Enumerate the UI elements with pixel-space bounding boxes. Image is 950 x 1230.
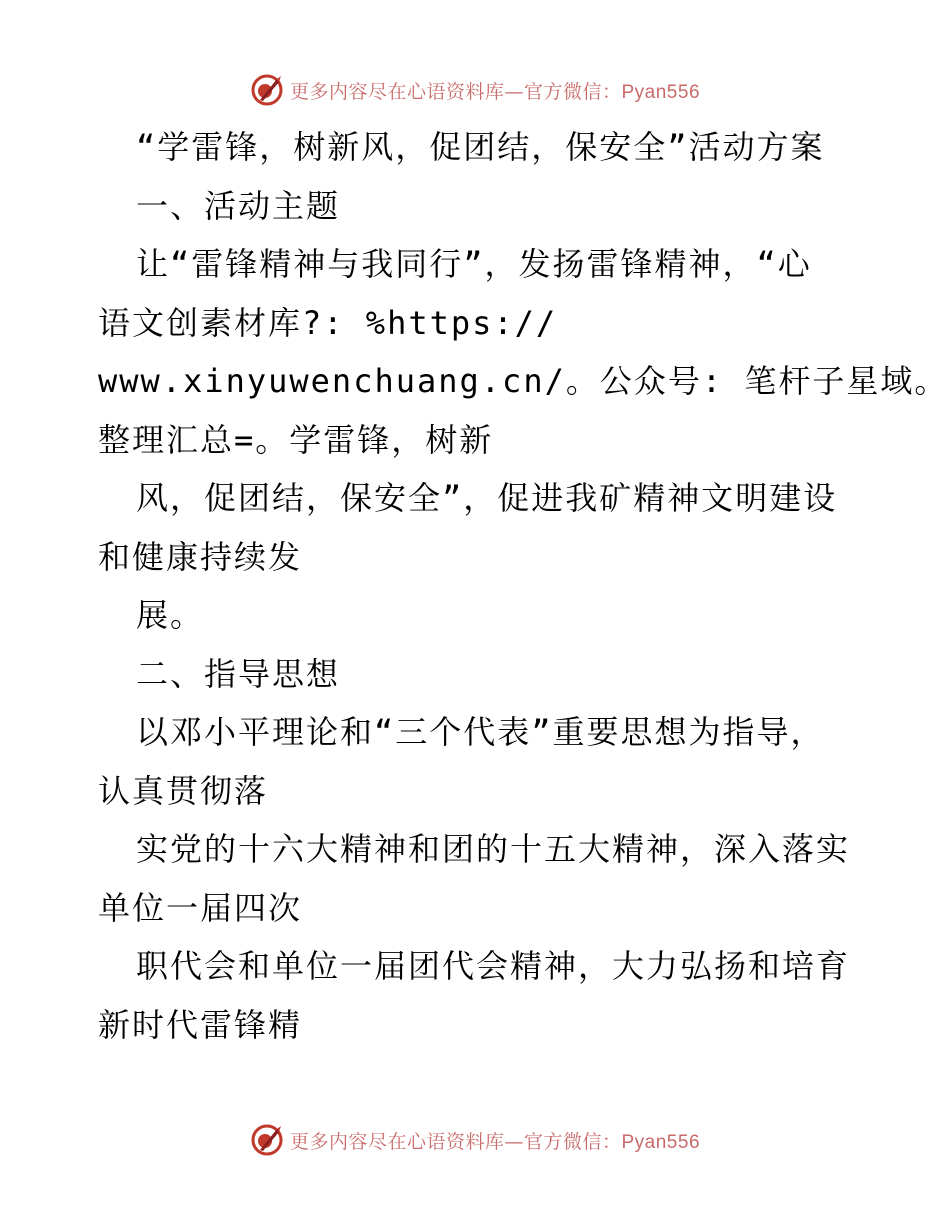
footer-banner [0,1120,950,1160]
text-line: “学雷锋，树新风，促团结，保安全”活动方案 [136,128,825,166]
header-banner [0,70,950,110]
quill-logo-icon [250,73,284,107]
header-wechat-id: Pyan556 [621,81,701,103]
text-line: 展。 [136,596,205,634]
quill-logo-icon [250,1123,284,1157]
text-line: 一、活动主题 [136,186,341,225]
text-line: 风，促团结，保安全”，促进我矿精神文明建设 [136,479,838,517]
header-banner-label: 更多内容尽在心语资料库—官方微信： [289,80,622,103]
text-line: 认真贯彻落 [98,771,269,810]
text-line: 和健康持续发 [98,537,303,576]
text-line: 以邓小平理论和“三个代表”重要思想为指导， [136,713,825,751]
text-line: 实党的十六大精神和团的十五大精神，深入落实 [136,830,851,868]
text-line: 二、指导思想 [136,654,341,693]
footer-banner-label: 更多内容尽在心语资料库—官方微信： [289,1130,622,1153]
text-line: 让“雷锋精神与我同行”，发扬雷锋精神，“心 [136,245,812,283]
text-line: www.xinyuwenchuang.cn/。公众号: 笔杆子星域。 [98,362,949,400]
text-line: 职代会和单位一届团代会精神，大力弘扬和培育 [136,947,851,985]
text-line: 整理汇总=。学雷锋，树新 [98,420,494,459]
footer-wechat-id: Pyan556 [621,1131,701,1153]
text-line: 语文创素材库?: %https:// [98,303,558,342]
footer-banner-text [290,1127,700,1154]
text-line: 新时代雷锋精 [98,1005,303,1044]
document-body [98,118,949,1054]
text-line: 单位一届四次 [98,888,303,927]
header-banner-text [290,77,700,104]
